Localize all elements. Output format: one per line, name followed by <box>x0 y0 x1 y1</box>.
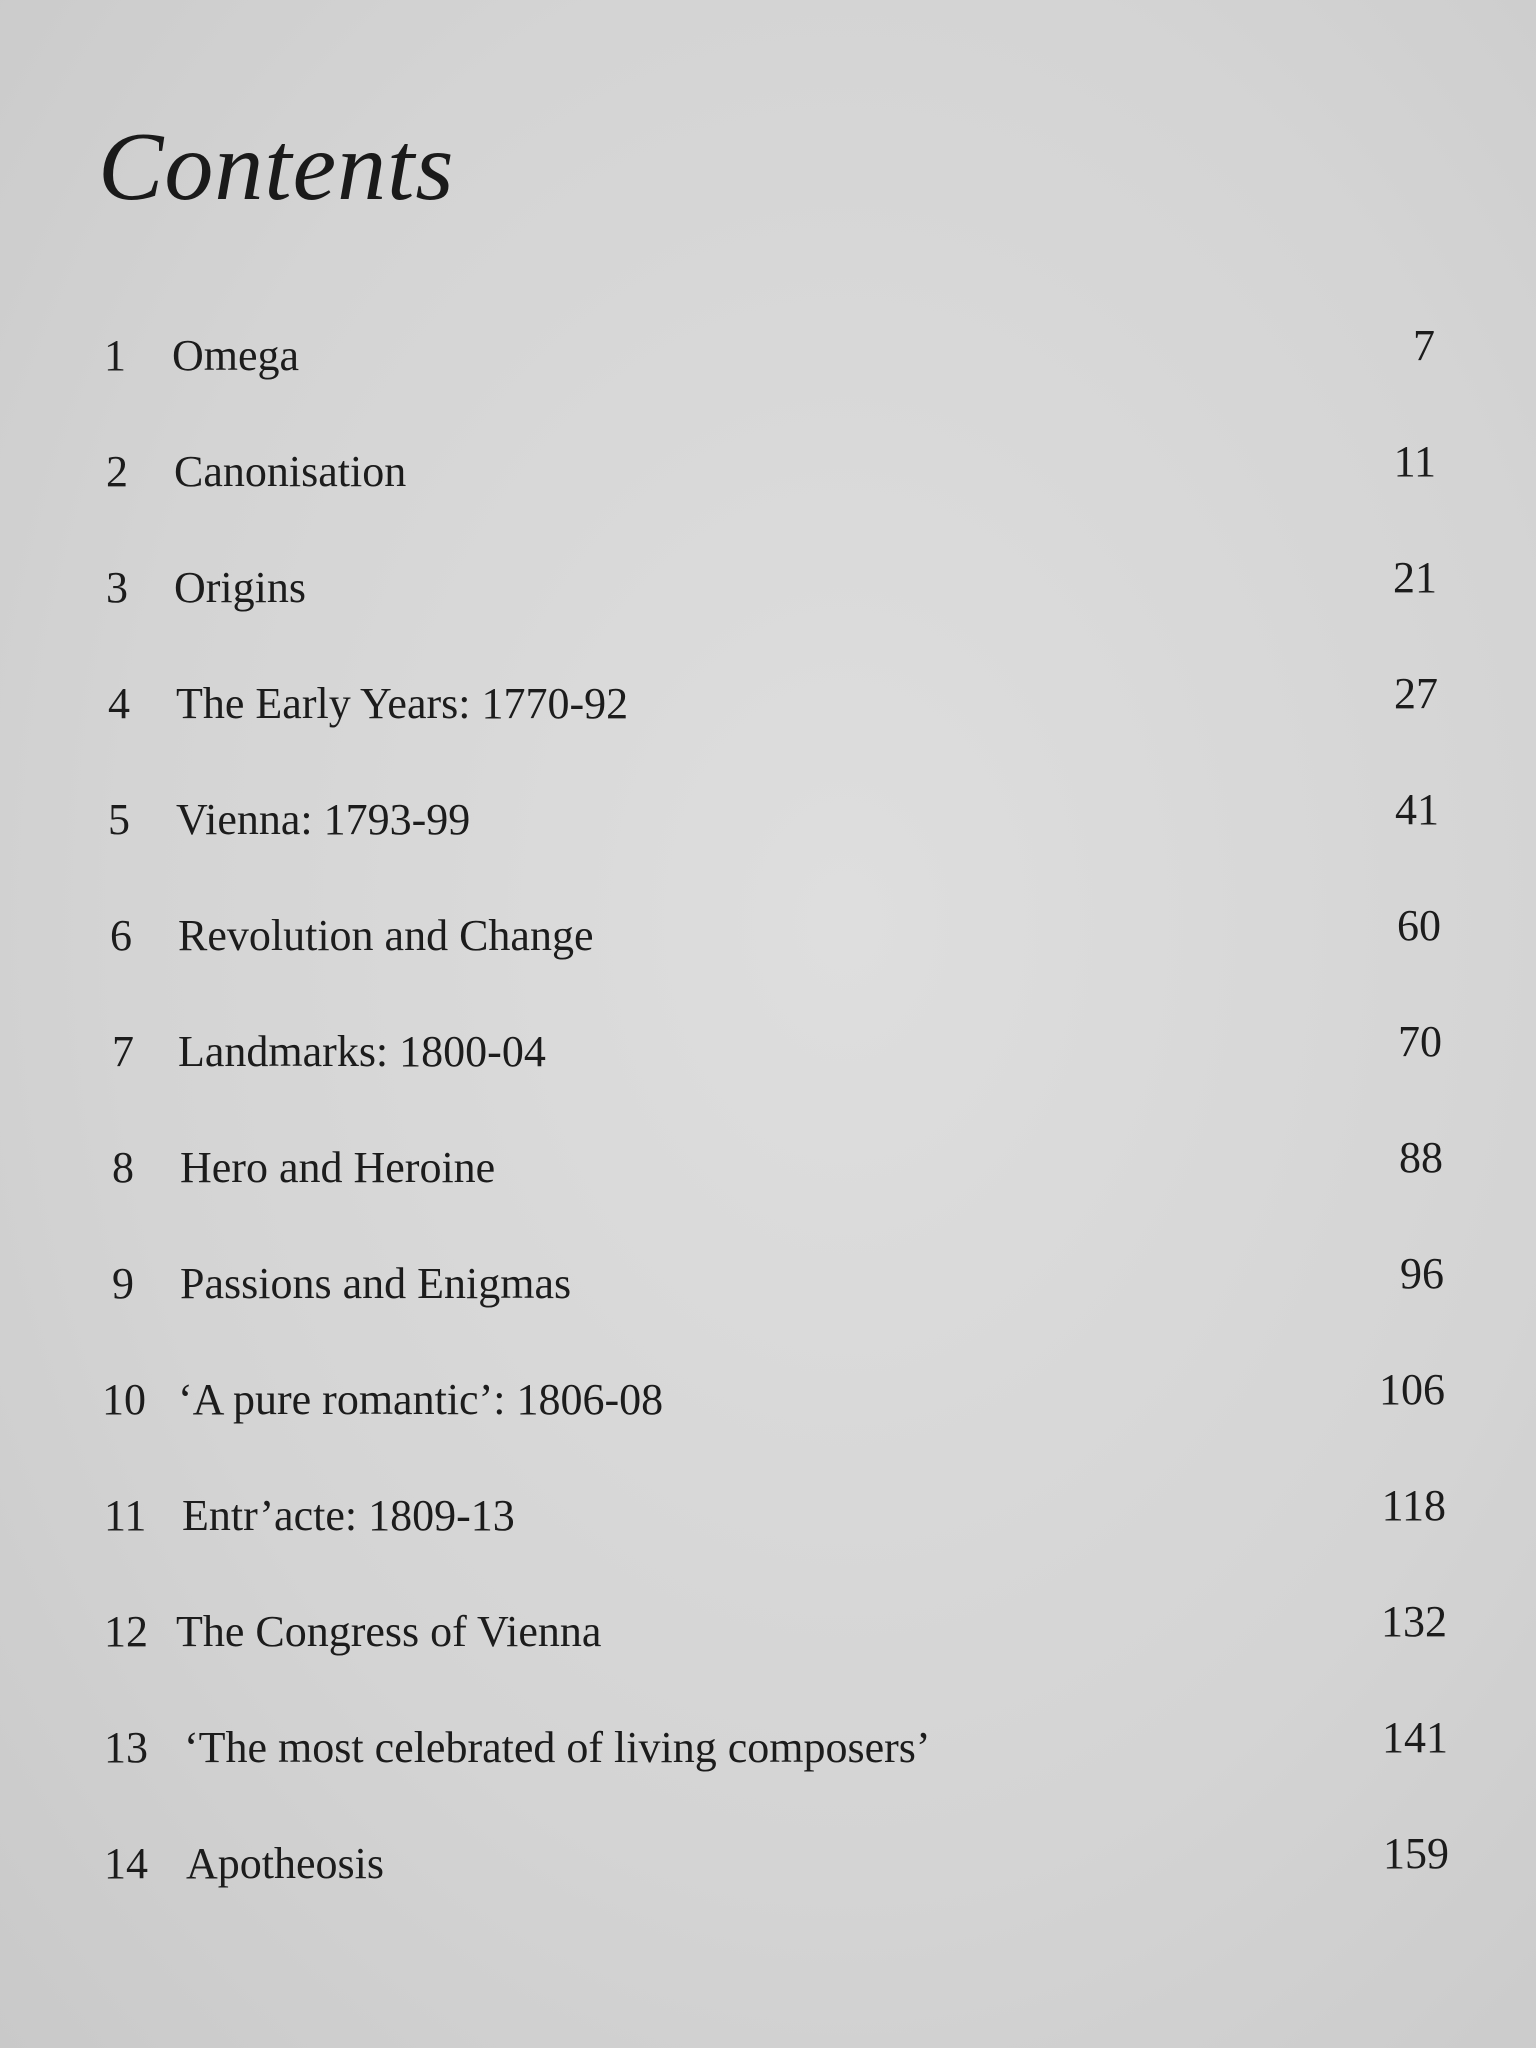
chapter-title: Passions and Enigmas <box>180 1259 572 1308</box>
chapter-title: ‘A pure romantic’: 1806-08 <box>178 1375 664 1424</box>
page-number: 27 <box>1394 669 1438 718</box>
page-number: 141 <box>1382 1713 1448 1762</box>
contents-entry <box>0 785 1536 850</box>
chapter-title: ‘The most celebrated of living composers’ <box>184 1723 931 1772</box>
contents-entry <box>0 553 1536 618</box>
chapter-number: 3 <box>106 563 128 612</box>
page-number: 70 <box>1398 1017 1442 1066</box>
chapter-number: 12 <box>104 1607 148 1656</box>
contents-entry <box>0 1713 1536 1778</box>
page-number: 60 <box>1397 901 1441 950</box>
contents-entry <box>0 1597 1536 1662</box>
chapter-title: The Congress of Vienna <box>176 1607 602 1656</box>
chapter-title: Vienna: 1793-99 <box>176 795 471 844</box>
chapter-title: Revolution and Change <box>178 911 594 960</box>
page-number: 132 <box>1381 1597 1447 1646</box>
chapter-number: 10 <box>102 1375 146 1424</box>
contents-entry <box>0 1133 1536 1198</box>
contents-entry <box>0 669 1536 734</box>
chapter-title: Canonisation <box>174 447 407 496</box>
chapter-number: 9 <box>112 1259 134 1308</box>
chapter-number: 11 <box>104 1491 147 1540</box>
chapter-title: Omega <box>172 331 300 380</box>
chapter-number: 8 <box>112 1143 134 1192</box>
contents-entry <box>0 1017 1536 1082</box>
chapter-title: The Early Years: 1770-92 <box>176 679 629 728</box>
chapter-number: 5 <box>108 795 130 844</box>
contents-entry <box>0 1829 1536 1894</box>
contents-entry <box>0 1365 1536 1430</box>
page-number: 41 <box>1395 785 1439 834</box>
page-number: 96 <box>1400 1249 1444 1298</box>
chapter-title: Entr’acte: 1809-13 <box>182 1491 515 1540</box>
page-number: 118 <box>1381 1481 1446 1530</box>
contents-entry <box>0 321 1536 386</box>
chapter-number: 13 <box>104 1723 148 1772</box>
contents-entry <box>0 1249 1536 1314</box>
page-title: Contents <box>98 113 455 221</box>
chapter-number: 4 <box>108 679 130 728</box>
page-number: 11 <box>1393 437 1436 486</box>
chapter-title: Hero and Heroine <box>180 1143 496 1192</box>
page-number: 159 <box>1383 1829 1449 1878</box>
page-number: 106 <box>1379 1365 1445 1414</box>
chapter-title: Apotheosis <box>186 1839 384 1888</box>
chapter-number: 6 <box>110 911 132 960</box>
contents-entry <box>0 437 1536 502</box>
chapter-number: 7 <box>112 1027 134 1076</box>
chapter-title: Landmarks: 1800-04 <box>178 1027 546 1076</box>
contents-entry <box>0 1481 1536 1546</box>
page-number: 21 <box>1393 553 1437 602</box>
chapter-number: 2 <box>106 447 128 496</box>
chapter-number: 14 <box>104 1839 148 1888</box>
chapter-title: Origins <box>174 563 306 612</box>
page-number: 88 <box>1399 1133 1443 1182</box>
contents-entry <box>0 901 1536 966</box>
page-number: 7 <box>1413 321 1435 370</box>
chapter-number: 1 <box>104 331 126 380</box>
